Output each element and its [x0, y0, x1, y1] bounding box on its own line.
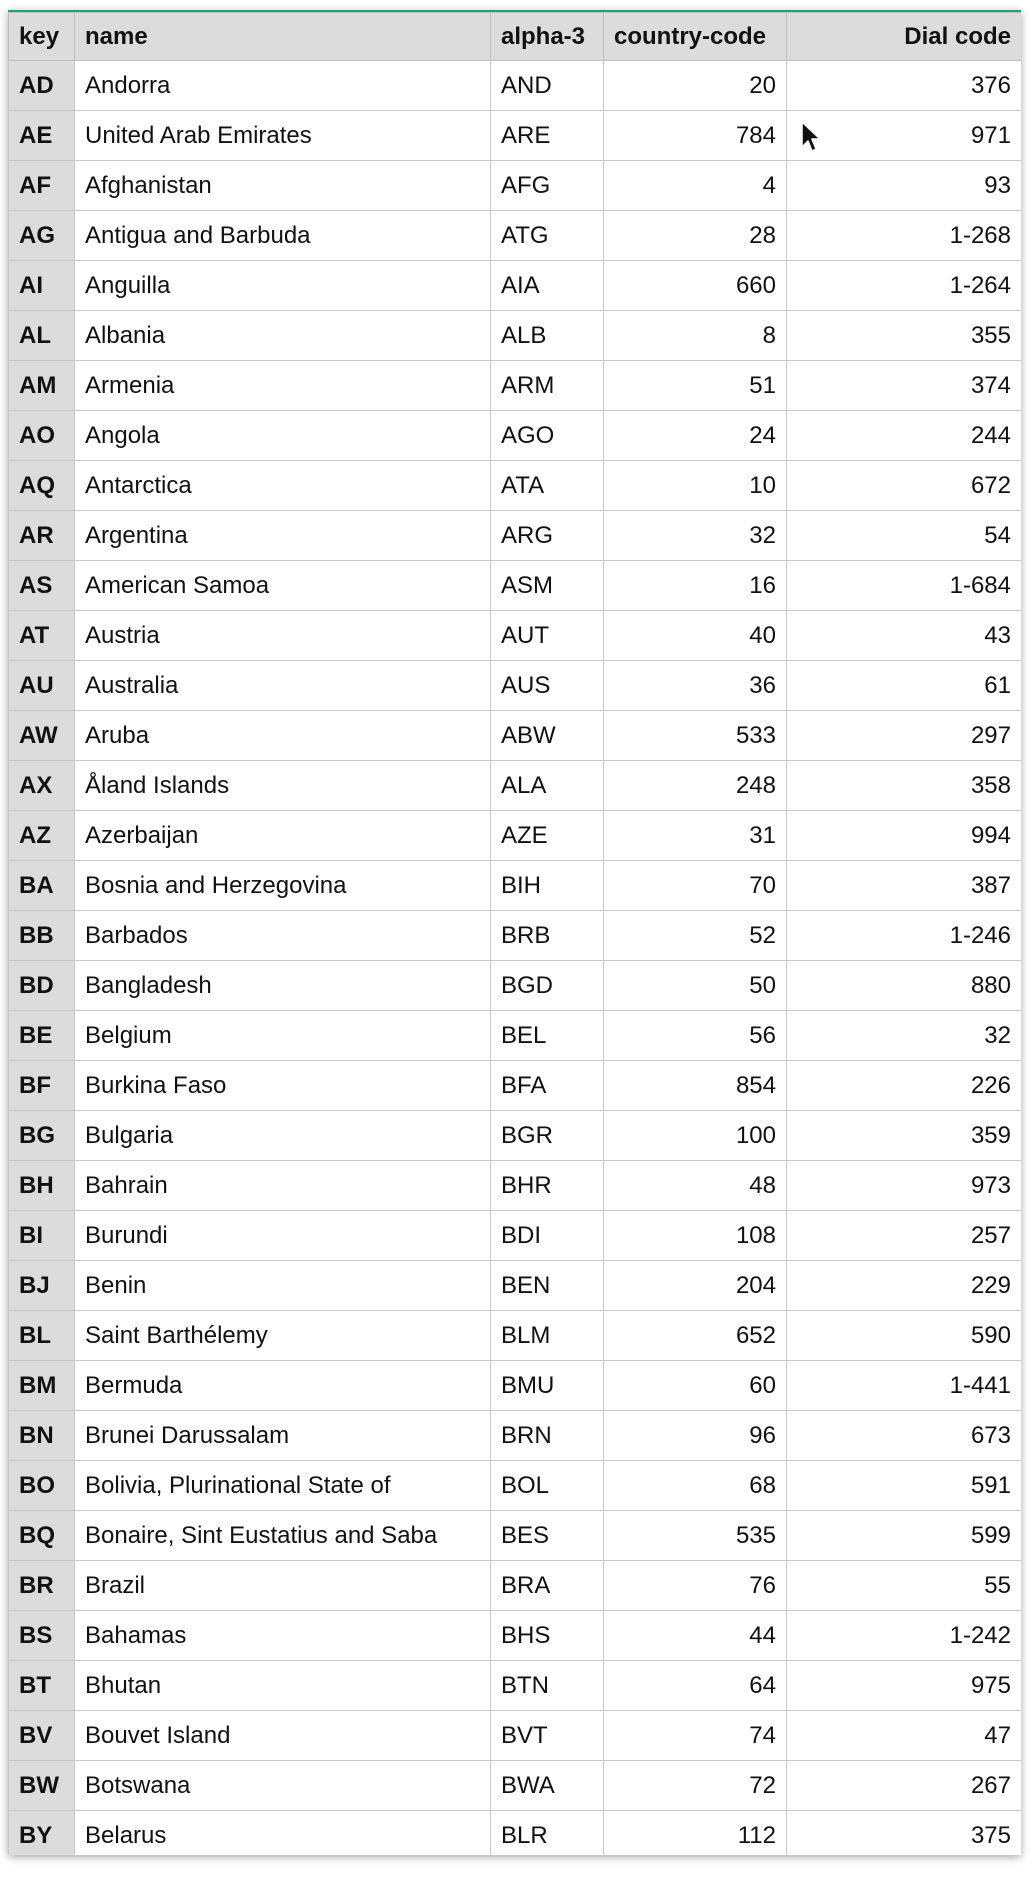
cell-name[interactable]: Australia [75, 661, 491, 711]
cell-dial-code[interactable]: 244 [787, 411, 1022, 461]
cell-alpha3[interactable]: AIA [491, 261, 604, 311]
cell-alpha3[interactable]: BLM [491, 1311, 604, 1361]
cell-country-code[interactable]: 52 [604, 911, 787, 961]
column-header-alpha3[interactable]: alpha-3 [491, 13, 604, 61]
cell-country-code[interactable]: 60 [604, 1361, 787, 1411]
cell-dial-code[interactable]: 994 [787, 811, 1022, 861]
table-row[interactable] [9, 211, 1022, 261]
cell-dial-code[interactable]: 61 [787, 661, 1022, 711]
table-row[interactable] [9, 1661, 1022, 1711]
cell-dial-code[interactable]: 1-264 [787, 261, 1022, 311]
cell-alpha3[interactable]: ABW [491, 711, 604, 761]
cell-country-code[interactable]: 784 [604, 111, 787, 161]
cell-key[interactable]: BF [9, 1061, 75, 1111]
column-header-key[interactable]: key [9, 13, 75, 61]
cell-alpha3[interactable]: BRA [491, 1561, 604, 1611]
cell-dial-code[interactable]: 376 [787, 61, 1022, 111]
cell-name[interactable]: Albania [75, 311, 491, 361]
cell-alpha3[interactable]: BOL [491, 1461, 604, 1511]
table-row[interactable] [9, 261, 1022, 311]
cell-dial-code[interactable]: 591 [787, 1461, 1022, 1511]
cell-key[interactable]: BD [9, 961, 75, 1011]
cell-key[interactable]: BY [9, 1811, 75, 1856]
cell-key[interactable]: AI [9, 261, 75, 311]
cell-name[interactable]: Botswana [75, 1761, 491, 1811]
cell-alpha3[interactable]: AND [491, 61, 604, 111]
cell-name[interactable]: Azerbaijan [75, 811, 491, 861]
cell-country-code[interactable]: 56 [604, 1011, 787, 1061]
cell-name[interactable]: Bermuda [75, 1361, 491, 1411]
cell-key[interactable]: BG [9, 1111, 75, 1161]
cell-key[interactable]: AR [9, 511, 75, 561]
table-row[interactable] [9, 661, 1022, 711]
table-row[interactable] [9, 561, 1022, 611]
cell-key[interactable]: BO [9, 1461, 75, 1511]
cell-key[interactable]: AL [9, 311, 75, 361]
cell-alpha3[interactable]: ARE [491, 111, 604, 161]
cell-key[interactable]: BT [9, 1661, 75, 1711]
cell-country-code[interactable]: 51 [604, 361, 787, 411]
table-row[interactable] [9, 1311, 1022, 1361]
cell-key[interactable]: AE [9, 111, 75, 161]
cell-key[interactable]: BM [9, 1361, 75, 1411]
cell-name[interactable]: Aruba [75, 711, 491, 761]
cell-country-code[interactable]: 108 [604, 1211, 787, 1261]
cell-country-code[interactable]: 652 [604, 1311, 787, 1361]
cell-dial-code[interactable]: 673 [787, 1411, 1022, 1461]
cell-name[interactable]: Barbados [75, 911, 491, 961]
cell-dial-code[interactable]: 297 [787, 711, 1022, 761]
column-header-country-code[interactable]: country-code [604, 13, 787, 61]
cell-alpha3[interactable]: ATG [491, 211, 604, 261]
table-row[interactable] [9, 761, 1022, 811]
table-row[interactable] [9, 511, 1022, 561]
cell-name[interactable]: Austria [75, 611, 491, 661]
cell-key[interactable]: AW [9, 711, 75, 761]
cell-dial-code[interactable]: 1-268 [787, 211, 1022, 261]
cell-name[interactable]: Argentina [75, 511, 491, 561]
table-row[interactable] [9, 61, 1022, 111]
cell-name[interactable]: Bulgaria [75, 1111, 491, 1161]
cell-dial-code[interactable]: 971 [787, 111, 1022, 161]
cell-key[interactable]: AZ [9, 811, 75, 861]
cell-key[interactable]: BB [9, 911, 75, 961]
cell-dial-code[interactable]: 387 [787, 861, 1022, 911]
cell-country-code[interactable]: 248 [604, 761, 787, 811]
cell-name[interactable]: Bhutan [75, 1661, 491, 1711]
cell-alpha3[interactable]: ALB [491, 311, 604, 361]
cell-name[interactable]: Belarus [75, 1811, 491, 1856]
cell-key[interactable]: BJ [9, 1261, 75, 1311]
table-row[interactable] [9, 1561, 1022, 1611]
cell-dial-code[interactable]: 54 [787, 511, 1022, 561]
cell-name[interactable]: Belgium [75, 1011, 491, 1061]
cell-key[interactable]: AD [9, 61, 75, 111]
cell-country-code[interactable]: 535 [604, 1511, 787, 1561]
cell-name[interactable]: Bahamas [75, 1611, 491, 1661]
cell-country-code[interactable]: 76 [604, 1561, 787, 1611]
cell-name[interactable]: Brazil [75, 1561, 491, 1611]
cell-dial-code[interactable]: 226 [787, 1061, 1022, 1111]
table-row[interactable] [9, 1761, 1022, 1811]
table-row[interactable] [9, 1511, 1022, 1561]
cell-key[interactable]: AO [9, 411, 75, 461]
cell-name[interactable]: Anguilla [75, 261, 491, 311]
cell-name[interactable]: Brunei Darussalam [75, 1411, 491, 1461]
cell-name[interactable]: American Samoa [75, 561, 491, 611]
cell-key[interactable]: BQ [9, 1511, 75, 1561]
cell-key[interactable]: BI [9, 1211, 75, 1261]
cell-country-code[interactable]: 112 [604, 1811, 787, 1856]
table-row[interactable] [9, 1811, 1022, 1856]
table-row[interactable] [9, 161, 1022, 211]
cell-dial-code[interactable]: 599 [787, 1511, 1022, 1561]
cell-name[interactable]: Antigua and Barbuda [75, 211, 491, 261]
cell-alpha3[interactable]: AUT [491, 611, 604, 661]
cell-alpha3[interactable]: BGR [491, 1111, 604, 1161]
cell-dial-code[interactable]: 1-441 [787, 1361, 1022, 1411]
cell-name[interactable]: Åland Islands [75, 761, 491, 811]
table-row[interactable] [9, 1611, 1022, 1661]
cell-alpha3[interactable]: BVT [491, 1711, 604, 1761]
cell-dial-code[interactable]: 93 [787, 161, 1022, 211]
table-row[interactable] [9, 1061, 1022, 1111]
cell-name[interactable]: Bahrain [75, 1161, 491, 1211]
cell-name[interactable]: Antarctica [75, 461, 491, 511]
cell-country-code[interactable]: 74 [604, 1711, 787, 1761]
cell-alpha3[interactable]: ARG [491, 511, 604, 561]
cell-name[interactable]: Andorra [75, 61, 491, 111]
table-row[interactable] [9, 1461, 1022, 1511]
cell-alpha3[interactable]: BRN [491, 1411, 604, 1461]
cell-dial-code[interactable]: 975 [787, 1661, 1022, 1711]
cell-alpha3[interactable]: BGD [491, 961, 604, 1011]
cell-dial-code[interactable]: 1-684 [787, 561, 1022, 611]
cell-country-code[interactable]: 16 [604, 561, 787, 611]
cell-name[interactable]: Burundi [75, 1211, 491, 1261]
cell-country-code[interactable]: 4 [604, 161, 787, 211]
cell-key[interactable]: BA [9, 861, 75, 911]
cell-alpha3[interactable]: BFA [491, 1061, 604, 1111]
cell-name[interactable]: Bolivia, Plurinational State of [75, 1461, 491, 1511]
cell-country-code[interactable]: 100 [604, 1111, 787, 1161]
column-header-name[interactable]: name [75, 13, 491, 61]
cell-dial-code[interactable]: 358 [787, 761, 1022, 811]
cell-alpha3[interactable]: ARM [491, 361, 604, 411]
cell-alpha3[interactable]: BHR [491, 1161, 604, 1211]
cell-alpha3[interactable]: ALA [491, 761, 604, 811]
cell-alpha3[interactable]: BEN [491, 1261, 604, 1311]
cell-alpha3[interactable]: AZE [491, 811, 604, 861]
table-row[interactable] [9, 111, 1022, 161]
cell-dial-code[interactable]: 32 [787, 1011, 1022, 1061]
column-header-dial-code[interactable]: Dial code [787, 13, 1022, 61]
header-row [9, 13, 1022, 61]
cell-country-code[interactable]: 20 [604, 61, 787, 111]
cell-key[interactable]: AU [9, 661, 75, 711]
cell-name[interactable]: Bouvet Island [75, 1711, 491, 1761]
cell-dial-code[interactable]: 47 [787, 1711, 1022, 1761]
cell-country-code[interactable]: 31 [604, 811, 787, 861]
cell-key[interactable]: AM [9, 361, 75, 411]
cell-alpha3[interactable]: BDI [491, 1211, 604, 1261]
cell-name[interactable]: Burkina Faso [75, 1061, 491, 1111]
table-row[interactable] [9, 311, 1022, 361]
cell-country-code[interactable]: 10 [604, 461, 787, 511]
cell-key[interactable]: BW [9, 1761, 75, 1811]
table-row[interactable] [9, 1011, 1022, 1061]
cell-dial-code[interactable]: 257 [787, 1211, 1022, 1261]
cell-key[interactable]: BH [9, 1161, 75, 1211]
cell-name[interactable]: Bangladesh [75, 961, 491, 1011]
cell-dial-code[interactable]: 375 [787, 1811, 1022, 1856]
cell-key[interactable]: BN [9, 1411, 75, 1461]
cell-name[interactable]: Afghanistan [75, 161, 491, 211]
cell-alpha3[interactable]: BRB [491, 911, 604, 961]
cell-alpha3[interactable]: BTN [491, 1661, 604, 1711]
table-row[interactable] [9, 811, 1022, 861]
cell-country-code[interactable]: 40 [604, 611, 787, 661]
cell-country-code[interactable]: 854 [604, 1061, 787, 1111]
table-row[interactable] [9, 1711, 1022, 1761]
cell-dial-code[interactable]: 1-242 [787, 1611, 1022, 1661]
cell-name[interactable]: Benin [75, 1261, 491, 1311]
cell-dial-code[interactable]: 880 [787, 961, 1022, 1011]
cell-dial-code[interactable]: 43 [787, 611, 1022, 661]
cell-country-code[interactable]: 204 [604, 1261, 787, 1311]
table-row[interactable] [9, 611, 1022, 661]
cell-country-code[interactable]: 64 [604, 1661, 787, 1711]
cell-country-code[interactable]: 660 [604, 261, 787, 311]
table-row[interactable] [9, 961, 1022, 1011]
cell-dial-code[interactable]: 374 [787, 361, 1022, 411]
cell-country-code[interactable]: 24 [604, 411, 787, 461]
cell-alpha3[interactable]: BIH [491, 861, 604, 911]
cell-dial-code[interactable]: 590 [787, 1311, 1022, 1361]
cell-key[interactable]: AT [9, 611, 75, 661]
cell-country-code[interactable]: 32 [604, 511, 787, 561]
cell-key[interactable]: BR [9, 1561, 75, 1611]
cell-alpha3[interactable]: BLR [491, 1811, 604, 1856]
cell-name[interactable]: Bonaire, Sint Eustatius and Saba [75, 1511, 491, 1561]
cell-country-code[interactable]: 28 [604, 211, 787, 261]
cell-country-code[interactable]: 96 [604, 1411, 787, 1461]
table-window [8, 10, 1021, 1855]
cell-key[interactable]: BL [9, 1311, 75, 1361]
table-body [9, 61, 1022, 1856]
cell-name[interactable]: United Arab Emirates [75, 111, 491, 161]
cell-country-code[interactable]: 68 [604, 1461, 787, 1511]
table-row[interactable] [9, 711, 1022, 761]
cell-dial-code[interactable]: 359 [787, 1111, 1022, 1161]
cell-dial-code[interactable]: 55 [787, 1561, 1022, 1611]
table-row[interactable] [9, 1411, 1022, 1461]
cell-alpha3[interactable]: AFG [491, 161, 604, 211]
cell-key[interactable]: AQ [9, 461, 75, 511]
cell-country-code[interactable]: 72 [604, 1761, 787, 1811]
cell-country-code[interactable]: 36 [604, 661, 787, 711]
cell-alpha3[interactable]: BES [491, 1511, 604, 1561]
cell-alpha3[interactable]: AUS [491, 661, 604, 711]
cell-key[interactable]: BS [9, 1611, 75, 1661]
cell-dial-code[interactable]: 973 [787, 1161, 1022, 1211]
table-row[interactable] [9, 411, 1022, 461]
cell-key[interactable]: AG [9, 211, 75, 261]
cell-alpha3[interactable]: AGO [491, 411, 604, 461]
cell-name[interactable]: Angola [75, 411, 491, 461]
cell-dial-code[interactable]: 355 [787, 311, 1022, 361]
cell-country-code[interactable]: 48 [604, 1161, 787, 1211]
cell-alpha3[interactable]: BMU [491, 1361, 604, 1411]
cell-country-code[interactable]: 8 [604, 311, 787, 361]
cell-alpha3[interactable]: BEL [491, 1011, 604, 1061]
cell-dial-code[interactable]: 1-246 [787, 911, 1022, 961]
table-row[interactable] [9, 1111, 1022, 1161]
table-row[interactable] [9, 1211, 1022, 1261]
table-row[interactable] [9, 911, 1022, 961]
cell-name[interactable]: Armenia [75, 361, 491, 411]
table-row[interactable] [9, 461, 1022, 511]
cell-key[interactable]: AS [9, 561, 75, 611]
cell-country-code[interactable]: 70 [604, 861, 787, 911]
cell-key[interactable]: BV [9, 1711, 75, 1761]
cell-country-code[interactable]: 50 [604, 961, 787, 1011]
table-row[interactable] [9, 1261, 1022, 1311]
table-row[interactable] [9, 1161, 1022, 1211]
table-row[interactable] [9, 1361, 1022, 1411]
cell-key[interactable]: AF [9, 161, 75, 211]
cell-key[interactable]: BE [9, 1011, 75, 1061]
cell-country-code[interactable]: 44 [604, 1611, 787, 1661]
table-row[interactable] [9, 861, 1022, 911]
country-table [8, 12, 1021, 1855]
cell-alpha3[interactable]: ATA [491, 461, 604, 511]
cell-alpha3[interactable]: BWA [491, 1761, 604, 1811]
cell-country-code[interactable]: 533 [604, 711, 787, 761]
cell-dial-code[interactable]: 229 [787, 1261, 1022, 1311]
cell-key[interactable]: AX [9, 761, 75, 811]
cell-alpha3[interactable]: ASM [491, 561, 604, 611]
cell-name[interactable]: Saint Barthélemy [75, 1311, 491, 1361]
cell-name[interactable]: Bosnia and Herzegovina [75, 861, 491, 911]
cell-alpha3[interactable]: BHS [491, 1611, 604, 1661]
cell-dial-code[interactable]: 672 [787, 461, 1022, 511]
table-row[interactable] [9, 361, 1022, 411]
cell-dial-code[interactable]: 267 [787, 1761, 1022, 1811]
